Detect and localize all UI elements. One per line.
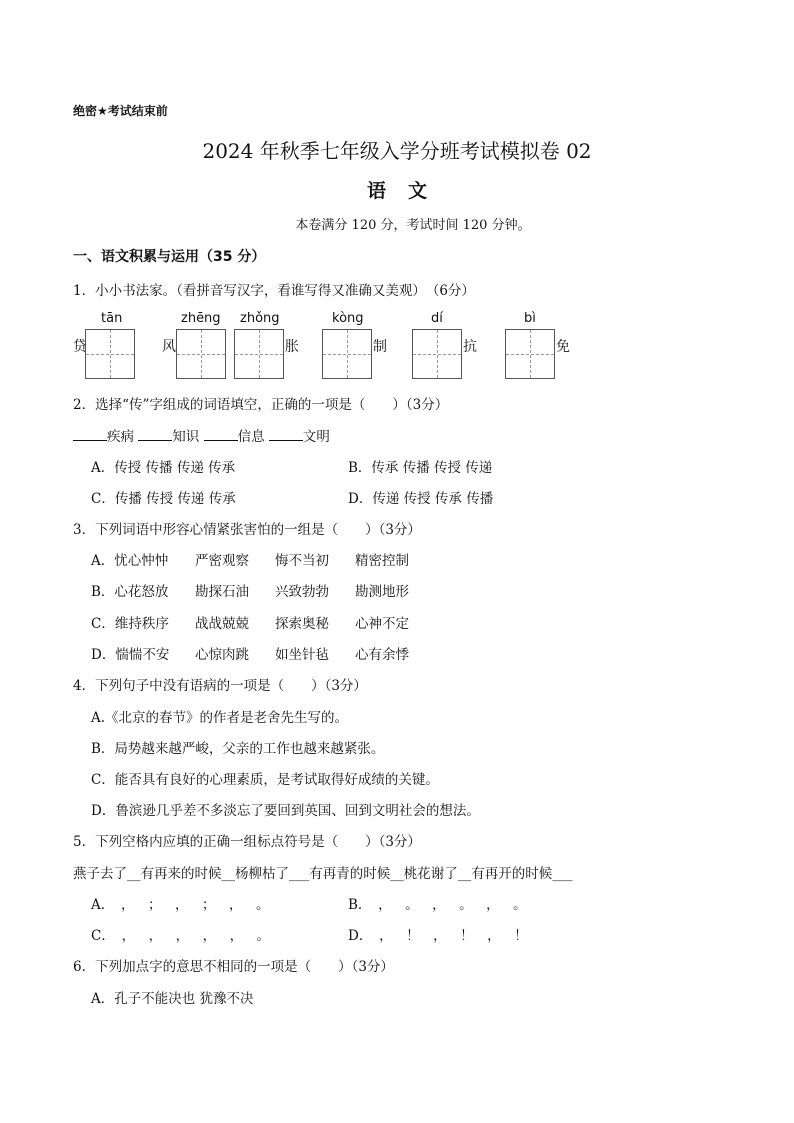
q3-option-a[interactable]	[91, 549, 409, 569]
word: 勘探石油	[195, 584, 249, 600]
punct: ，	[175, 928, 190, 944]
blank-line[interactable]	[204, 428, 238, 441]
punct: ，	[487, 928, 501, 944]
word: 兴致勃勃	[275, 584, 329, 600]
word: 勘测地形	[355, 584, 409, 600]
writing-box-6[interactable]	[505, 329, 555, 379]
char-5: 抗	[463, 339, 477, 355]
punct: 。	[405, 897, 419, 913]
punct: ，	[433, 928, 447, 944]
blank-word: 知识	[172, 429, 200, 445]
word: 精密控制	[355, 553, 409, 569]
option-label: D．	[348, 928, 373, 944]
question-5-stem: 5．下列空格内应填的正确一组标点符号是（ ）（3分）	[73, 834, 421, 850]
punct: ，	[121, 928, 136, 944]
q2-option-b[interactable]: B．传承 传播 传授 传递	[348, 460, 493, 476]
q5-option-d[interactable]	[348, 924, 534, 944]
question-4-stem: 4．下列句子中没有语病的一项是（ ）（3分）	[73, 678, 367, 694]
punct: ，	[229, 897, 243, 913]
q4-option-d[interactable]: D．鲁滨逊几乎差不多淡忘了要回到英国、回到文明社会的想法。	[91, 803, 480, 819]
q5-option-b[interactable]	[348, 893, 533, 913]
q2-option-c[interactable]: C．传播 传授 传递 传承	[91, 491, 236, 507]
option-label: A．	[91, 897, 115, 913]
secret-mark: 绝密★考试结束前	[73, 104, 168, 118]
q3-option-d[interactable]	[91, 643, 409, 663]
blank-line[interactable]	[269, 428, 303, 441]
word: B．心花怒放	[91, 584, 169, 600]
pinyin-2: zhēng	[181, 311, 221, 326]
q2-option-a[interactable]: A．传授 传播 传递 传承	[91, 460, 236, 476]
word: 悔不当初	[275, 553, 329, 569]
punct: 。	[256, 897, 270, 913]
q4-option-a[interactable]: A.《北京的春节》的作者是老舍先生写的。	[91, 710, 349, 726]
word: 严密观察	[195, 553, 249, 569]
word: 探索奥秘	[275, 616, 329, 632]
q6-option-a[interactable]: A．孔子不能决也 犹豫不决	[91, 991, 254, 1007]
pinyin-4: kòng	[332, 311, 364, 326]
question-1-stem: 1．小小书法家。（看拼音写汉字，看谁写得又准确又美观） （6分）	[73, 283, 475, 299]
blank-word: 信息	[237, 429, 265, 445]
question-2-stem: 2．选择“传”字组成的词语填空，正确的一项是（ ）（3分）	[73, 397, 449, 413]
punct: ，	[378, 897, 392, 913]
blank-line[interactable]	[73, 428, 107, 441]
punct: ，	[121, 897, 135, 913]
word: 心有余悸	[355, 647, 409, 663]
char-3: 胀	[285, 339, 299, 355]
writing-box-3[interactable]	[234, 329, 284, 379]
q2-option-d[interactable]: D．传递 传授 传承 传播	[348, 491, 494, 507]
writing-box-1[interactable]	[85, 329, 135, 379]
blank-line[interactable]	[138, 428, 172, 441]
q4-option-b[interactable]: B．局势越来越严峻，父亲的工作也越来越紧张。	[91, 741, 385, 757]
question-2-blanks	[73, 425, 330, 445]
punct: ；	[148, 897, 162, 913]
pinyin-5: dí	[431, 311, 443, 326]
char-4: 制	[373, 339, 387, 355]
pinyin-3: zhǒng	[240, 311, 280, 326]
writing-box-4[interactable]	[322, 329, 372, 379]
punct: ！	[460, 928, 474, 944]
punct: ，	[175, 897, 189, 913]
q3-option-b[interactable]	[91, 580, 409, 600]
punct: 。	[513, 897, 527, 913]
question-3-stem: 3．下列词语中形容心情紧张害怕的一组是（ ）（3分）	[73, 522, 421, 538]
punct: ，	[202, 928, 217, 944]
punct: ，	[379, 928, 393, 944]
char-2: 风	[162, 339, 176, 355]
word: C．维持秩序	[91, 616, 169, 632]
char-6: 免	[556, 339, 570, 355]
word: 如坐针毡	[275, 647, 329, 663]
q5-option-c[interactable]	[91, 924, 277, 944]
option-label: C．	[91, 928, 115, 944]
punct: ，	[148, 928, 163, 944]
section-title: 一、语文积累与运用（35 分）	[73, 249, 266, 265]
q5-option-a[interactable]	[91, 893, 276, 913]
punct: ；	[202, 897, 216, 913]
word: 心惊肉跳	[195, 647, 249, 663]
punct: ！	[514, 928, 528, 944]
punct: 。	[256, 928, 271, 944]
q4-option-c[interactable]: C．能否具有良好的心理素质，是考试取得好成绩的关键。	[91, 772, 439, 788]
writing-box-2[interactable]	[176, 329, 226, 379]
subject-title: 语文	[366, 180, 449, 202]
question-6-stem: 6．下列加点字的意思不相同的一项是（ ）（3分）	[73, 959, 394, 975]
option-label: B．	[348, 897, 372, 913]
blank-word: 疾病	[107, 429, 134, 445]
word: 战战兢兢	[195, 616, 249, 632]
exam-title: 2024 年秋季七年级入学分班考试模拟卷 02	[202, 139, 592, 163]
word: D．惴惴不安	[91, 647, 170, 663]
punct: ，	[486, 897, 500, 913]
exam-note: 本卷满分 120 分，考试时间 120 分钟。	[295, 218, 531, 233]
word: A．忧心忡忡	[91, 553, 169, 569]
punct: ！	[406, 928, 420, 944]
punct: 。	[459, 897, 473, 913]
punct: ，	[432, 897, 446, 913]
punct: ，	[229, 928, 244, 944]
pinyin-1: tān	[101, 311, 123, 326]
question-5-sentence: 燕子去了__有再来的时候__杨柳枯了___有再青的时候__桃花谢了__有再开的时候___	[73, 866, 573, 882]
q3-option-c[interactable]	[91, 612, 409, 632]
word: 心神不定	[355, 616, 409, 632]
writing-box-5[interactable]	[412, 329, 462, 379]
pinyin-6: bì	[524, 311, 536, 326]
blank-word: 文明	[302, 429, 330, 445]
char-1: 贷	[73, 339, 87, 355]
